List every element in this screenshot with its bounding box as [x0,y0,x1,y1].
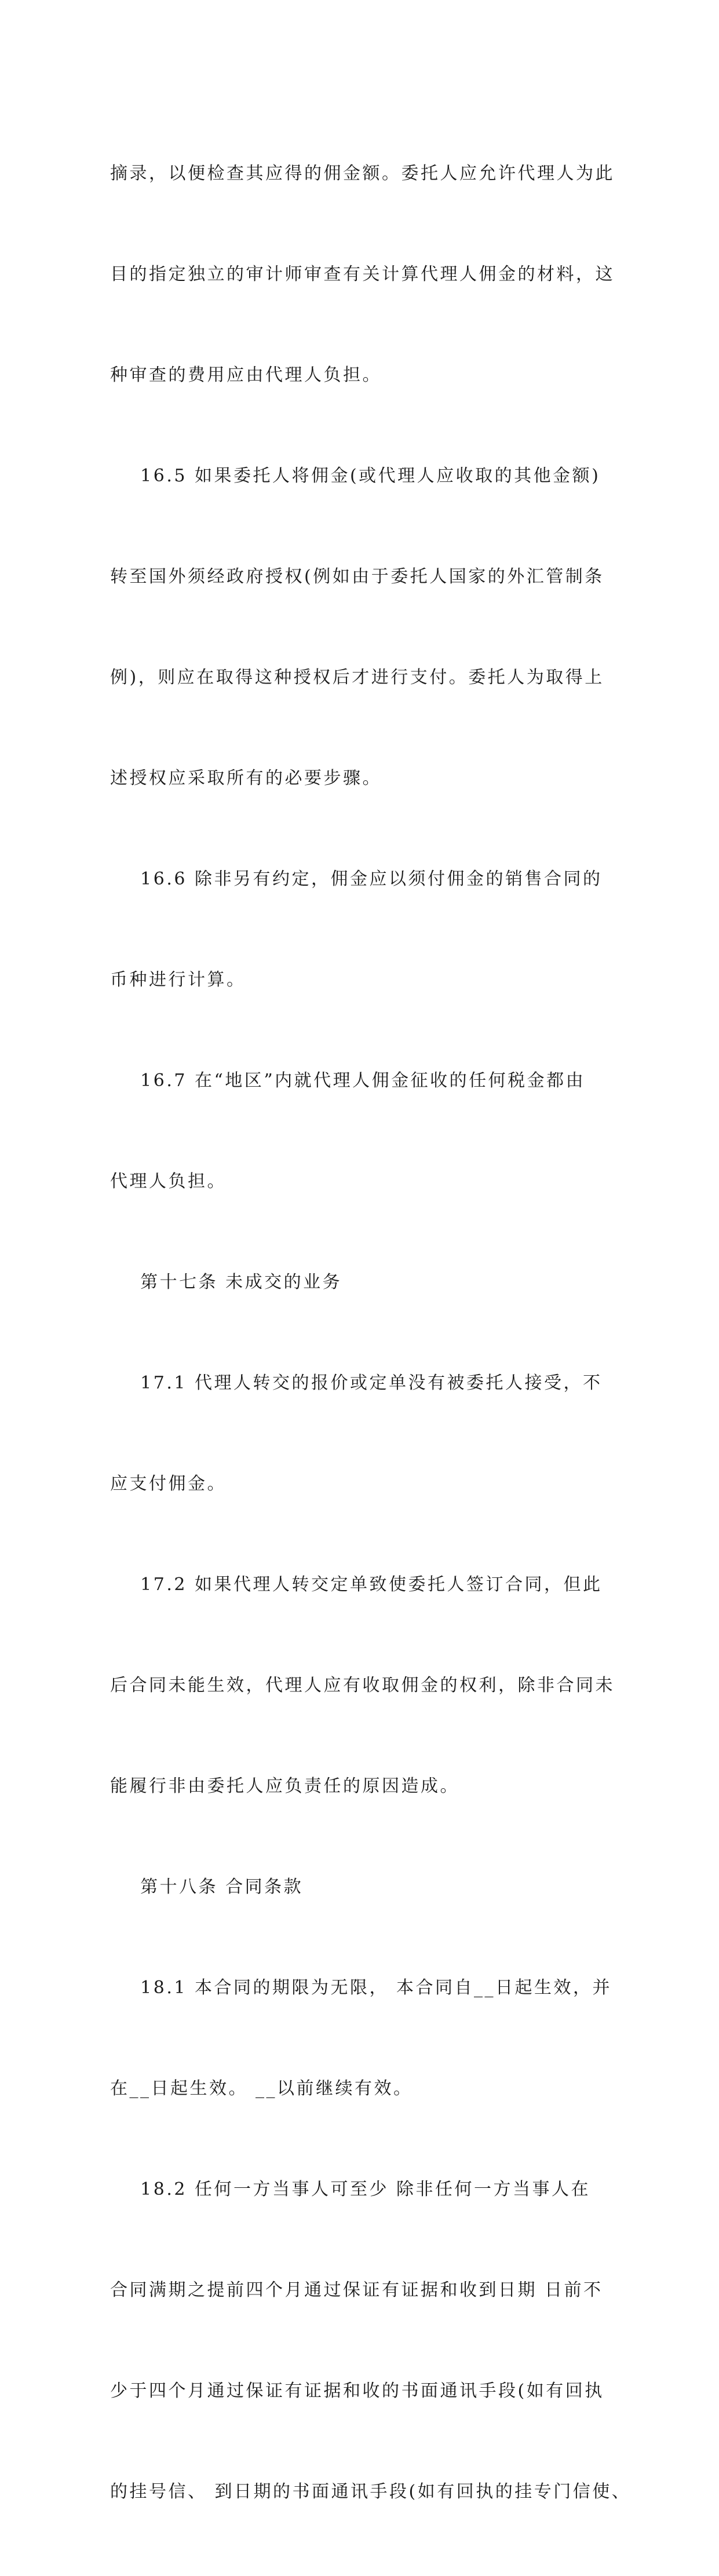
text-line: 代理人负担。 [110,1171,227,1192]
text-line: 摘录，以便检查其应得的佣金额。委托人应允许代理人为此 [110,163,615,184]
text-line: 能履行非由委托人应负责任的原因造成。 [110,1776,459,1796]
text-line: 17.2 如果代理人转交定单致使委托人签订合同，但此 [110,1574,603,1595]
document-body [110,90,632,2576]
text-line: 述授权应采取所有的必要步骤。 [110,768,382,788]
text-line: 16.7 在“地区”内就代理人佣金征收的任何税金都由 [110,1070,586,1091]
text-line: 币种进行计算。 [110,970,246,990]
text-line: 转至国外须经政府授权(例如由于委托人国家的外汇管制条 [110,567,604,587]
text-line: 16.6 除非另有约定，佣金应以须付佣金的销售合同的 [110,869,603,889]
text-line: 合同满期之提前四个月通过保证有证据和收到日期 日前不 [110,2280,603,2300]
text-line: 18.1 本合同的期限为无限， 本合同自__日起生效，并 [110,1978,612,1998]
text-line: 的挂号信、 到日期的书面通讯手段(如有回执的挂专门信使、 [110,2482,632,2502]
text-line: 后合同未能生效，代理人应有收取佣金的权利，除非合同未 [110,1675,615,1696]
text-line: 在__日起生效。 __以前继续有效。 [110,2078,413,2099]
section-heading: 第十八条 合同条款 [110,1877,304,1897]
text-line: 例)，则应在取得这种授权后才进行支付。委托人为取得上 [110,667,604,688]
text-line: 目的指定独立的审计师审查有关计算代理人佣金的材料，这 [110,264,615,284]
text-line: 17.1 代理人转交的报价或定单没有被委托人接受，不 [110,1373,603,1393]
text-line: 18.2 任何一方当事人可至少 除非任何一方当事人在 [110,2179,591,2199]
section-heading: 第十七条 未成交的业务 [110,1272,342,1292]
text-line: 少于四个月通过保证有证据和收的书面通讯手段(如有回执 [110,2381,604,2401]
text-line: 16.5 如果委托人将佣金(或代理人应收取的其他金额) [110,466,601,486]
text-line: 种审查的费用应由代理人负担。 [110,365,382,385]
text-line: 应支付佣金。 [110,1474,227,1494]
